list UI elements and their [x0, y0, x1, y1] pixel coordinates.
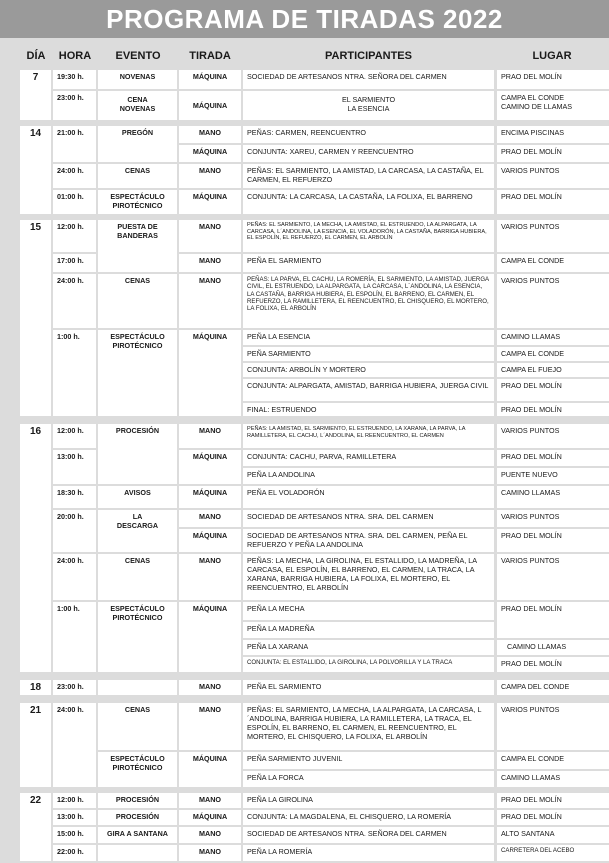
- tirada-cell: MÁQUINA: [179, 70, 241, 89]
- evento-cell: PROCESIÓN: [98, 810, 177, 825]
- participantes-cell: PEÑAS: EL SARMIENTO, LA MECHA, LA AMISTAD, EL ESTRUENDO, LA ALPARGATA, LA CARCASA, L´ANDOLINA, LA ESENCIA, EL VOLADORÓN, LA CASTAÑA, BARRIGA HUBIERA, EL ESPOLÍN, EL REFUERZO, EL CARMEN, EL ARBOLÍN: [243, 220, 494, 252]
- participantes-cell: CONJUNTA: LA CARCASA, LA CASTAÑA, LA FOLIXA, EL BARRENO: [243, 190, 494, 214]
- participantes-cell: CONJUNTA: ARBOLÍN Y MORTERO: [243, 363, 494, 377]
- tirada-cell: MANO: [179, 827, 241, 843]
- lugar-cell: VARIOS PUNTOS: [497, 703, 609, 750]
- participantes-cell: PEÑAS: EL SARMIENTO, LA MECHA, LA ALPARGATA, LA CARCASA, L´ANDOLINA, BARRIGA HUBIERA, LA RAMILLETERA, LA TRACA, EL ESPOLÍN, EL BARRENO, EL CARMEN, EL REENCUENTRO, EL MORTERO, EL CHISQUERO, LA FOLIXA, EL ARBOLÍN: [243, 703, 494, 750]
- lugar-cell: CAMPA EL FUEJO: [497, 363, 609, 377]
- header-evento: EVENTO: [115, 50, 161, 62]
- tirada-cell: MANO: [179, 424, 241, 448]
- tirada-cell: MÁQUINA: [179, 752, 241, 787]
- header-hora: HORA: [58, 50, 92, 62]
- lugar-cell: ALTO SANTANA: [497, 827, 609, 843]
- hora-cell: 23:00 h.: [53, 91, 96, 120]
- hora-cell: 1:00 h.: [53, 330, 96, 416]
- hora-cell: 24:00 h.: [53, 703, 96, 787]
- hora-cell: 12:00 h.: [53, 793, 96, 808]
- lugar-cell: PRAO DEL MOLÍN: [497, 70, 609, 89]
- participantes-cell: CONJUNTA: LA MAGDALENA, EL CHISQUERO, LA ROMERÍA: [243, 810, 494, 825]
- hora-cell: 24:00 h.: [53, 554, 96, 600]
- day-cell: 22: [20, 793, 51, 861]
- day-cell: 21: [20, 703, 51, 787]
- header-participantes: PARTICIPANTES: [325, 50, 412, 62]
- tirada-cell: MÁQUINA: [179, 190, 241, 214]
- participantes-cell: PEÑA LA GIROLINA: [243, 793, 494, 808]
- day-cell: 7: [20, 70, 51, 120]
- participantes-cell: PEÑAS: EL SARMIENTO, LA AMISTAD, LA CARCASA, LA CASTAÑA, EL CARMEN, EL REFUERZO: [243, 164, 494, 188]
- lugar-cell: VARIOS PUNTOS: [497, 274, 609, 328]
- participantes-cell: PEÑA LA FORCA: [243, 771, 494, 787]
- lugar-cell: PRAO DEL MOLÍN: [497, 602, 609, 638]
- participantes-cell: PEÑA EL SARMIENTO: [243, 254, 494, 272]
- hora-cell: 23:00 h.: [53, 680, 96, 695]
- participantes-cell: PEÑA LA MECHA: [243, 602, 494, 620]
- hora-cell: 15:00 h.: [53, 827, 96, 843]
- participantes-cell: SOCIEDAD DE ARTESANOS NTRA. SEÑORA DEL CARMEN: [243, 827, 494, 843]
- hora-cell: 13:00 h.: [53, 810, 96, 825]
- participantes-cell: PEÑA LA ROMERÍA: [243, 845, 494, 861]
- lugar-cell: PRAO DEL MOLÍN: [497, 450, 609, 466]
- lugar-cell: CAMINO LLAMAS: [497, 330, 609, 345]
- tirada-cell: MANO: [179, 274, 241, 328]
- evento-cell: CENAS: [98, 703, 177, 750]
- evento-cell: ESPECTÁCULO PIROTÉCNICO: [98, 752, 177, 787]
- page-title: PROGRAMA DE TIRADAS 2022: [0, 0, 609, 38]
- participantes-cell: PEÑA SARMIENTO: [243, 347, 494, 361]
- lugar-cell: PRAO DEL MOLÍN: [497, 657, 609, 672]
- tirada-cell: MÁQUINA: [179, 602, 241, 672]
- day-cell: 15: [20, 220, 51, 416]
- lugar-cell: VARIOS PUNTOS: [497, 164, 609, 188]
- evento-cell: NOVENAS: [98, 70, 177, 89]
- evento-cell: ESPECTÁCULO PIROTÉCNICO: [98, 602, 177, 672]
- lugar-cell: PRAO DEL MOLÍN: [497, 190, 609, 214]
- hora-cell: 12:00 h.: [53, 220, 96, 252]
- hora-cell: 12:00 h.: [53, 424, 96, 448]
- lugar-cell: PRAO DEL MOLÍN: [497, 379, 609, 401]
- evento-cell: GIRA A SANTANA: [98, 827, 177, 843]
- evento-cell: PROCESIÓN: [98, 793, 177, 808]
- hora-cell: 1:00 h.: [53, 602, 96, 672]
- header-lugar: LUGAR: [532, 50, 572, 62]
- lugar-cell: CAMPA EL CONDE CAMINO DE LLAMAS: [497, 91, 609, 120]
- participantes-cell: EL SARMIENTO LA ESENCIA: [243, 91, 494, 120]
- lugar-cell: ENCIMA PISCINAS: [497, 126, 609, 143]
- lugar-cell: PRAO DEL MOLÍN: [497, 145, 609, 162]
- tirada-cell: MÁQUINA: [179, 450, 241, 484]
- tirada-cell: MÁQUINA: [179, 330, 241, 416]
- evento-cell: ESPECTÁCULO PIROTÉCNICO: [98, 330, 177, 416]
- header-tirada: TIRADA: [189, 50, 231, 62]
- participantes-cell: PEÑA LA MADREÑA: [243, 622, 494, 638]
- participantes-cell: SOCIEDAD DE ARTESANOS NTRA. SRA. DEL CARMEN: [243, 510, 494, 527]
- participantes-cell: PEÑA EL SARMIENTO: [243, 680, 494, 695]
- tirada-cell: MANO: [179, 126, 241, 143]
- lugar-cell: PRAO DEL MOLÍN: [497, 793, 609, 808]
- lugar-cell: CAMPA EL CONDE: [497, 347, 609, 361]
- tirada-cell: MANO: [179, 254, 241, 272]
- tirada-cell: MÁQUINA: [179, 486, 241, 508]
- participantes-cell: CONJUNTA: XAREU, CARMEN Y REENCUENTRO: [243, 145, 494, 162]
- evento-cell: PUESTA DE BANDERAS: [98, 220, 177, 272]
- hora-cell: 22:00 h.: [53, 845, 96, 861]
- participantes-cell: PEÑAS: LA PARVA, EL CACHU, LA ROMERÍA, EL SARMIENTO, LA AMISTAD, JUERGA CIVIL, EL ESTRUENDO, LA ALPARGATA, LA CARCASA, L´ANDOLINA, LA ESENCIA, LA CASTAÑA, BARRIGA HUBIERA, EL ESPOLÍN, EL BARRENO, EL CARMEN, EL REFUERZO, LA RAMILLETERA, EL REENCUENTRO, EL CHISQUERO, EL MORTERO, LA FOLIXA, EL ARBOLÍN: [243, 274, 494, 328]
- hora-cell: 20:00 h.: [53, 510, 96, 552]
- participantes-cell: SOCIEDAD DE ARTESANOS NTRA. SRA. DEL CARMEN, PEÑA EL REFUERZO Y PEÑA LA ANDOLINA: [243, 529, 494, 552]
- evento-cell: PREGÓN: [98, 126, 177, 162]
- hora-cell: 18:30 h.: [53, 486, 96, 508]
- participantes-cell: PEÑA EL VOLADORÓN: [243, 486, 494, 508]
- tirada-cell: MANO: [179, 793, 241, 808]
- tirada-cell: MÁQUINA: [179, 529, 241, 552]
- lugar-cell: PRAO DEL MOLÍN: [497, 810, 609, 825]
- participantes-cell: CONJUNTA: EL ESTALLIDO, LA GIROLINA, LA POLVORILLA Y LA TRACA: [243, 657, 494, 672]
- lugar-cell: CAMINO LLAMAS: [497, 640, 609, 655]
- hora-cell: 01:00 h.: [53, 190, 96, 214]
- tirada-cell: MANO: [179, 220, 241, 252]
- evento-cell-empty: [98, 680, 177, 695]
- participantes-cell: PEÑA LA ESENCIA: [243, 330, 494, 345]
- tirada-cell: MÁQUINA: [179, 91, 241, 120]
- evento-cell: CENAS: [98, 164, 177, 188]
- hora-cell: 24:00 h.: [53, 274, 96, 328]
- hora-cell: 19:30 h.: [53, 70, 96, 89]
- participantes-cell: PEÑA SARMIENTO JUVENIL: [243, 752, 494, 769]
- day-cell: 16: [20, 424, 51, 672]
- tirada-cell: MANO: [179, 554, 241, 600]
- hora-cell: 21:00 h.: [53, 126, 96, 162]
- hora-cell: 13:00 h.: [53, 450, 96, 484]
- day-cell: 18: [20, 680, 51, 695]
- lugar-cell: VARIOS PUNTOS: [497, 554, 609, 600]
- evento-cell: ESPECTÁCULO PIROTÉCNICO: [98, 190, 177, 214]
- day-cell: 14: [20, 126, 51, 214]
- lugar-cell: PRAO DEL MOLÍN: [497, 529, 609, 552]
- evento-cell: CENA NOVENAS: [98, 91, 177, 120]
- evento-cell: LA DESCARGA: [98, 510, 177, 552]
- lugar-cell: VARIOS PUNTOS: [497, 220, 609, 252]
- evento-cell: PROCESIÓN: [98, 424, 177, 484]
- tirada-cell: MANO: [179, 703, 241, 750]
- lugar-cell: CARRETERA DEL ACEBO: [497, 845, 609, 861]
- tirada-cell: MANO: [179, 680, 241, 695]
- lugar-cell: CAMINO LLAMAS: [497, 771, 609, 787]
- header-dia: DÍA: [26, 50, 46, 62]
- lugar-cell: CAMPA EL CONDE: [497, 254, 609, 272]
- evento-cell: CENAS: [98, 554, 177, 600]
- participantes-cell: CONJUNTA: CACHU, PARVA, RAMILLETERA: [243, 450, 494, 466]
- participantes-cell: SOCIEDAD DE ARTESANOS NTRA. SEÑORA DEL CARMEN: [243, 70, 494, 89]
- tirada-cell: MÁQUINA: [179, 810, 241, 825]
- participantes-cell: PEÑAS: LA AMISTAD, EL SARMIENTO, EL ESTRUENDO, LA XARANA, LA PARVA, LA RAMILLETERA, EL CACHU, L´ANDOLINA, EL REENCUENTRO, EL CARMEN: [243, 424, 494, 448]
- lugar-cell: CAMINO LLAMAS: [497, 486, 609, 508]
- lugar-cell: CAMPA EL CONDE: [497, 752, 609, 769]
- lugar-cell: VARIOS PUNTOS: [497, 510, 609, 527]
- lugar-cell: CAMPA DEL CONDE: [497, 680, 609, 695]
- tirada-cell: MANO: [179, 164, 241, 188]
- evento-cell-empty: [98, 845, 177, 861]
- lugar-cell: PUENTE NUEVO: [497, 468, 609, 484]
- hora-cell: 17:00 h.: [53, 254, 96, 272]
- tirada-cell: MANO: [179, 845, 241, 861]
- participantes-cell: PEÑA LA ANDOLINA: [243, 468, 494, 484]
- participantes-cell: PEÑA LA XARANA: [243, 640, 494, 655]
- participantes-cell: CONJUNTA: ALPARGATA, AMISTAD, BARRIGA HUBIERA, JUERGA CIVIL: [243, 379, 494, 401]
- participantes-cell: FINAL: ESTRUENDO: [243, 403, 494, 416]
- participantes-cell: PEÑAS: LA MECHA, LA GIROLINA, EL ESTALLIDO, LA MADREÑA, LA CARCASA, EL ESPOLÍN, EL BARRENO, EL CARMEN, LA TRACA, LA XARANA, BARRIGA HUBIERA, LA FOLIXA, EL MORTERO, EL REENCUENTRO, EL ARBOLÍN: [243, 554, 494, 600]
- lugar-cell: VARIOS PUNTOS: [497, 424, 609, 448]
- evento-cell: AVISOS: [98, 486, 177, 508]
- tirada-cell: MÁQUINA: [179, 145, 241, 162]
- hora-cell: 24:00 h.: [53, 164, 96, 188]
- participantes-cell: PEÑAS: CARMEN, REENCUENTRO: [243, 126, 494, 143]
- evento-cell: CENAS: [98, 274, 177, 328]
- tirada-cell: MANO: [179, 510, 241, 527]
- lugar-cell: PRAO DEL MOLÍN: [497, 403, 609, 416]
